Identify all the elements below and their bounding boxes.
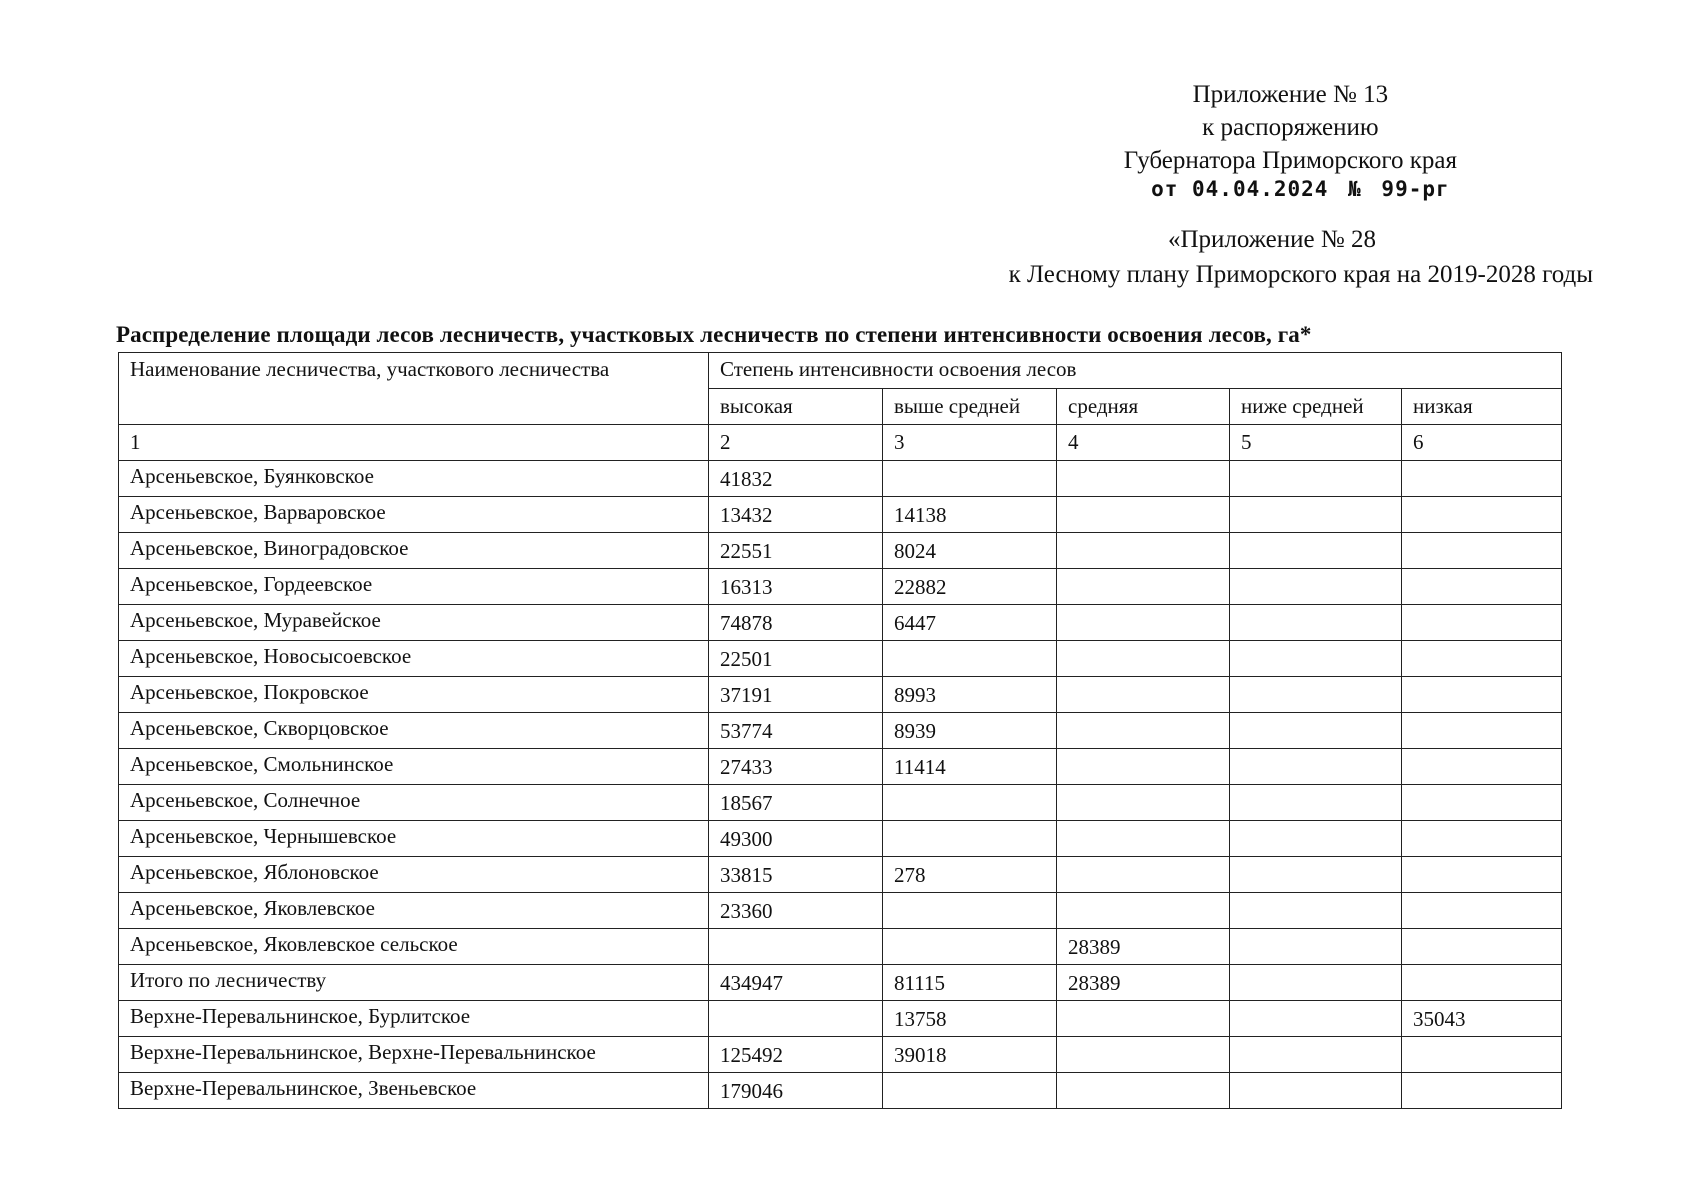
table-row: [119, 857, 1562, 893]
value-average-cell: [1057, 533, 1230, 569]
value-average-cell: 28389: [1057, 929, 1230, 965]
stamp-number: 99-рг: [1381, 177, 1450, 201]
value-below-average-cell: [1230, 713, 1402, 749]
table-row: [119, 893, 1562, 929]
value-below-average-cell: [1230, 497, 1402, 533]
column-number: 6: [1402, 425, 1562, 461]
value-above-average-cell: [883, 893, 1057, 929]
column-number: 4: [1057, 425, 1230, 461]
forestry-name-cell: Арсеньевское, Чернышевское: [119, 821, 709, 857]
forestry-name-cell: Верхне-Перевальнинское, Бурлитское: [119, 1001, 709, 1037]
order-date-stamp: [1144, 177, 1457, 201]
value-above-average-cell: [883, 929, 1057, 965]
forest-plan-title: к Лесному плану Приморского края на 2019-2028 годы: [1008, 261, 1593, 288]
column-header-high: высокая: [709, 389, 883, 425]
value-high-cell: 22501: [709, 641, 883, 677]
value-above-average-cell: [883, 1073, 1057, 1109]
value-average-cell: [1057, 641, 1230, 677]
value-high-cell: 53774: [709, 713, 883, 749]
page-title: Распределение площади лесов лесничеств, участковых лесничеств по степени интенсивности освоения лесов, га*: [116, 322, 1312, 347]
table-row: [119, 821, 1562, 857]
table-row: [119, 1073, 1562, 1109]
value-below-average-cell: [1230, 929, 1402, 965]
value-low-cell: [1402, 533, 1562, 569]
value-below-average-cell: [1230, 641, 1402, 677]
value-above-average-cell: 278: [883, 857, 1057, 893]
value-below-average-cell: [1230, 569, 1402, 605]
value-high-cell: 27433: [709, 749, 883, 785]
value-above-average-cell: [883, 785, 1057, 821]
value-below-average-cell: [1230, 461, 1402, 497]
value-low-cell: [1402, 713, 1562, 749]
table-row: [119, 605, 1562, 641]
value-average-cell: [1057, 1073, 1230, 1109]
value-high-cell: 23360: [709, 893, 883, 929]
forestry-name-cell: Арсеньевское, Скворцовское: [119, 713, 709, 749]
value-above-average-cell: 13758: [883, 1001, 1057, 1037]
value-low-cell: [1402, 569, 1562, 605]
value-below-average-cell: [1230, 1073, 1402, 1109]
value-average-cell: [1057, 713, 1230, 749]
table-row: [119, 677, 1562, 713]
column-number: 2: [709, 425, 883, 461]
stamp-number-sign: №: [1348, 177, 1362, 201]
value-high-cell: 434947: [709, 965, 883, 1001]
forestry-name-cell: Арсеньевское, Варваровское: [119, 497, 709, 533]
value-high-cell: 13432: [709, 497, 883, 533]
value-low-cell: [1402, 749, 1562, 785]
column-header-above-average: выше средней: [883, 389, 1057, 425]
value-below-average-cell: [1230, 857, 1402, 893]
value-low-cell: [1402, 821, 1562, 857]
value-high-cell: [709, 929, 883, 965]
forestry-name-cell: Арсеньевское, Муравейское: [119, 605, 709, 641]
appendix-header: [1124, 78, 1457, 201]
column-group-header: Степень интенсивности освоения лесов: [709, 353, 1562, 389]
forestry-name-cell: Арсеньевское, Покровское: [119, 677, 709, 713]
value-low-cell: [1402, 1037, 1562, 1073]
column-header-low: низкая: [1402, 389, 1562, 425]
value-below-average-cell: [1230, 605, 1402, 641]
value-high-cell: 74878: [709, 605, 883, 641]
value-low-cell: [1402, 893, 1562, 929]
forestry-name-cell: Верхне-Перевальнинское, Верхне-Перевальнинское: [119, 1037, 709, 1073]
value-low-cell: [1402, 605, 1562, 641]
forestry-name-cell: Арсеньевское, Солнечное: [119, 785, 709, 821]
column-header-name: Наименование лесничества, участкового лесничества: [119, 353, 709, 425]
value-above-average-cell: 8024: [883, 533, 1057, 569]
value-average-cell: [1057, 569, 1230, 605]
column-header-average: средняя: [1057, 389, 1230, 425]
table-row: [119, 1037, 1562, 1073]
value-above-average-cell: [883, 641, 1057, 677]
value-below-average-cell: [1230, 1001, 1402, 1037]
value-average-cell: [1057, 785, 1230, 821]
table-row: [119, 929, 1562, 965]
value-average-cell: [1057, 497, 1230, 533]
forestry-name-cell: Арсеньевское, Виноградовское: [119, 533, 709, 569]
table-row: [119, 965, 1562, 1001]
table-row: [119, 533, 1562, 569]
value-below-average-cell: [1230, 893, 1402, 929]
column-number: 3: [883, 425, 1057, 461]
value-above-average-cell: 22882: [883, 569, 1057, 605]
table-row: [119, 785, 1562, 821]
value-below-average-cell: [1230, 749, 1402, 785]
column-number: 1: [119, 425, 709, 461]
value-below-average-cell: [1230, 1037, 1402, 1073]
forestry-name-cell: Верхне-Перевальнинское, Звеньевское: [119, 1073, 709, 1109]
value-high-cell: 125492: [709, 1037, 883, 1073]
table-row: [119, 497, 1562, 533]
column-number: 5: [1230, 425, 1402, 461]
value-above-average-cell: 8993: [883, 677, 1057, 713]
table-row: [119, 713, 1562, 749]
value-low-cell: [1402, 1073, 1562, 1109]
forestry-name-cell: Арсеньевское, Смольнинское: [119, 749, 709, 785]
table-row: [119, 1001, 1562, 1037]
forestry-name-cell: Арсеньевское, Новосысоевское: [119, 641, 709, 677]
table-row: [119, 749, 1562, 785]
value-average-cell: [1057, 677, 1230, 713]
table-header-row: [119, 353, 1562, 389]
value-average-cell: [1057, 893, 1230, 929]
value-above-average-cell: 8939: [883, 713, 1057, 749]
value-high-cell: 37191: [709, 677, 883, 713]
value-above-average-cell: 6447: [883, 605, 1057, 641]
value-above-average-cell: 11414: [883, 749, 1057, 785]
value-high-cell: 33815: [709, 857, 883, 893]
value-high-cell: 22551: [709, 533, 883, 569]
forestry-name-cell: Арсеньевское, Яковлевское: [119, 893, 709, 929]
value-high-cell: 179046: [709, 1073, 883, 1109]
value-below-average-cell: [1230, 965, 1402, 1001]
value-average-cell: [1057, 461, 1230, 497]
value-low-cell: 35043: [1402, 1001, 1562, 1037]
value-high-cell: [709, 1001, 883, 1037]
value-above-average-cell: [883, 461, 1057, 497]
value-above-average-cell: 14138: [883, 497, 1057, 533]
value-high-cell: 41832: [709, 461, 883, 497]
value-average-cell: [1057, 749, 1230, 785]
forest-plan-reference: [1009, 222, 1593, 292]
stamp-date: 04.04.2024: [1192, 177, 1329, 201]
table-row: [119, 569, 1562, 605]
value-low-cell: [1402, 641, 1562, 677]
forestry-name-cell: Арсеньевское, Буянковское: [119, 461, 709, 497]
table-body: [119, 461, 1562, 1109]
value-low-cell: [1402, 461, 1562, 497]
value-low-cell: [1402, 965, 1562, 1001]
value-low-cell: [1402, 929, 1562, 965]
appendix-order-ref: к распоряжению: [1202, 114, 1379, 141]
forest-intensity-table: [118, 352, 1562, 1109]
value-above-average-cell: 39018: [883, 1037, 1057, 1073]
value-average-cell: 28389: [1057, 965, 1230, 1001]
value-average-cell: [1057, 1001, 1230, 1037]
value-high-cell: 49300: [709, 821, 883, 857]
value-average-cell: [1057, 821, 1230, 857]
column-number-row: [119, 425, 1562, 461]
value-average-cell: [1057, 1037, 1230, 1073]
table-row: [119, 461, 1562, 497]
value-low-cell: [1402, 677, 1562, 713]
appendix-number: Приложение № 13: [1192, 81, 1389, 108]
value-above-average-cell: 81115: [883, 965, 1057, 1001]
forestry-name-cell: Итого по лесничеству: [119, 965, 709, 1001]
value-low-cell: [1402, 497, 1562, 533]
value-above-average-cell: [883, 821, 1057, 857]
value-average-cell: [1057, 605, 1230, 641]
value-below-average-cell: [1230, 785, 1402, 821]
value-below-average-cell: [1230, 677, 1402, 713]
value-below-average-cell: [1230, 533, 1402, 569]
value-low-cell: [1402, 785, 1562, 821]
forestry-name-cell: Арсеньевское, Гордеевское: [119, 569, 709, 605]
value-below-average-cell: [1230, 821, 1402, 857]
value-high-cell: 18567: [709, 785, 883, 821]
table-row: [119, 641, 1562, 677]
value-high-cell: 16313: [709, 569, 883, 605]
appendix-authority: Губернатора Приморского края: [1123, 147, 1457, 174]
forestry-name-cell: Арсеньевское, Яковлевское сельское: [119, 929, 709, 965]
value-low-cell: [1402, 857, 1562, 893]
value-average-cell: [1057, 857, 1230, 893]
column-header-below-average: ниже средней: [1230, 389, 1402, 425]
forest-plan-appendix: «Приложение № 28: [1167, 226, 1376, 253]
forestry-name-cell: Арсеньевское, Яблоновское: [119, 857, 709, 893]
stamp-prefix: от: [1151, 177, 1179, 201]
